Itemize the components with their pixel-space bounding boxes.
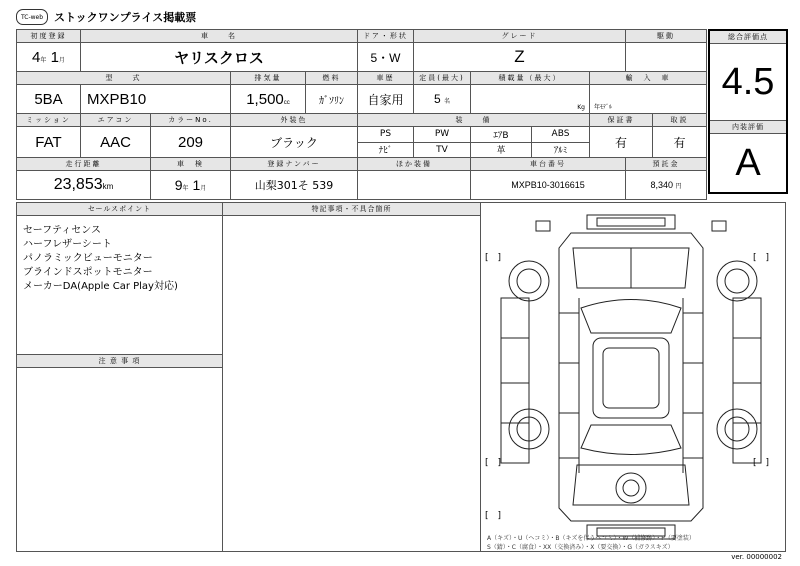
mileage-value: 23,853km	[17, 171, 151, 200]
warranty-value: 有	[590, 127, 653, 158]
fuel-label: 燃料	[306, 72, 358, 85]
load-label: 積載量（最大）	[471, 72, 590, 85]
car-damage-diagram	[481, 203, 785, 551]
other-equip-value	[358, 171, 471, 200]
aircon-value: AAC	[81, 127, 151, 158]
sales-point-item: セーフティセンス	[23, 225, 101, 236]
bracket-tr: [ ]	[753, 253, 770, 263]
spec-table	[16, 29, 707, 200]
displacement-label: 排気量	[231, 72, 306, 85]
inspection-value: 9年 1月	[151, 171, 231, 200]
equip-airbag: ｴｱB	[471, 127, 532, 143]
equip-navi: ﾅﾋﾞ	[358, 142, 414, 158]
door-type-value: 5・W	[358, 43, 414, 72]
car-name-value: ヤリスクロス	[81, 43, 358, 72]
capacity-value: 5 名	[414, 85, 471, 114]
bracket-br: [ ]	[753, 458, 770, 468]
bracket-bl: [ ]	[485, 458, 502, 468]
warranty-label: 保証書	[590, 114, 653, 127]
tc-web-logo: TC-web	[16, 9, 48, 25]
car-name-label: 車 名	[81, 30, 358, 43]
sales-points-label: セールスポイント	[17, 203, 222, 216]
drive-value	[626, 43, 707, 72]
equip-ps: PS	[358, 127, 414, 143]
interior-score-label: 内装評価	[710, 121, 786, 134]
history-label: 車歴	[358, 72, 414, 85]
manual-label: 取説	[653, 114, 707, 127]
model-prefix-value: 5BA	[17, 85, 81, 114]
overall-score-value: 4.5	[710, 44, 786, 121]
inspection-label: 車 検	[151, 158, 231, 171]
equip-pw: PW	[414, 127, 471, 143]
mileage-label: 走行距離	[17, 158, 151, 171]
equip-tv: TV	[414, 142, 471, 158]
door-type-label: ドア・形状	[358, 30, 414, 43]
equipment-label: 装 備	[358, 114, 590, 127]
legend-line-2: S（錆）・C（腐食）・XX（交換済み）・X（要交換）・G（ガラスキズ）	[487, 544, 674, 551]
equip-abs: ABS	[532, 127, 590, 143]
version-label: ver. 00000002	[731, 553, 782, 561]
model-value: MXPB10	[81, 85, 231, 114]
score-panel	[708, 29, 788, 194]
sales-point-item: パノラミックビューモニター	[23, 253, 153, 264]
first-reg-value: 4年 1月	[17, 43, 81, 72]
load-value: Kg	[471, 85, 590, 114]
import-label: 輸 入 車	[590, 72, 707, 85]
sales-point-item: ブラインドスポットモニター	[23, 267, 153, 278]
remarks-label: 特記事項・不具合箇所	[223, 203, 480, 216]
other-equip-label: ほか装備	[358, 158, 471, 171]
notes-label: 注 意 事 項	[17, 355, 222, 368]
exterior-value: ブラック	[231, 127, 358, 158]
recycle-value: 8,340 円	[626, 171, 707, 200]
chassis-label: 車台番号	[471, 158, 626, 171]
overall-score-label: 総合評価点	[710, 31, 786, 44]
plate-value: 山梨301そ 539	[231, 171, 358, 200]
import-value: 年ﾓﾃﾞﾙ	[590, 85, 707, 114]
model-label: 型 式	[17, 72, 231, 85]
color-no-value: 209	[151, 127, 231, 158]
first-reg-label: 初度登録	[17, 30, 81, 43]
manual-value: 有	[653, 127, 707, 158]
color-no-label: カラーNo.	[151, 114, 231, 127]
bracket-bottom: [ ]	[485, 511, 502, 521]
history-value: 自家用	[358, 85, 414, 114]
sales-point-item: メーカーDA(Apple Car Play対応)	[23, 281, 178, 292]
interior-score-value: A	[735, 142, 761, 184]
chassis-value: MXPB10-3016615	[471, 171, 626, 200]
document-header	[16, 6, 196, 28]
exterior-label: 外装色	[231, 114, 358, 127]
legend-line-1: A（キズ）・U（ヘコミ）・B（キズを伴うヘコミ）・W（補修跡）・P（要塗装）	[487, 535, 695, 542]
recycle-label: 預託金	[626, 158, 707, 171]
bracket-tl: [ ]	[485, 253, 502, 263]
grade-label: グレード	[414, 30, 626, 43]
sales-point-item: ハーフレザーシート	[23, 239, 112, 250]
mission-value: FAT	[17, 127, 81, 158]
equip-alloy: ｱﾙﾐ	[532, 142, 590, 158]
drive-label: 駆動	[626, 30, 707, 43]
plate-label: 登録ナンバー	[231, 158, 358, 171]
mission-label: ミッション	[17, 114, 81, 127]
capacity-label: 定員(最大)	[414, 72, 471, 85]
aircon-label: エアコン	[81, 114, 151, 127]
lower-section	[16, 202, 786, 552]
fuel-value: ｶﾞｿﾘﾝ	[306, 85, 358, 114]
displacement-value: 1,500cc	[231, 85, 306, 114]
equip-leather: 革	[471, 142, 532, 158]
grade-value: Z	[414, 43, 626, 72]
document-title: ストックワンプライス掲載票	[54, 11, 197, 24]
